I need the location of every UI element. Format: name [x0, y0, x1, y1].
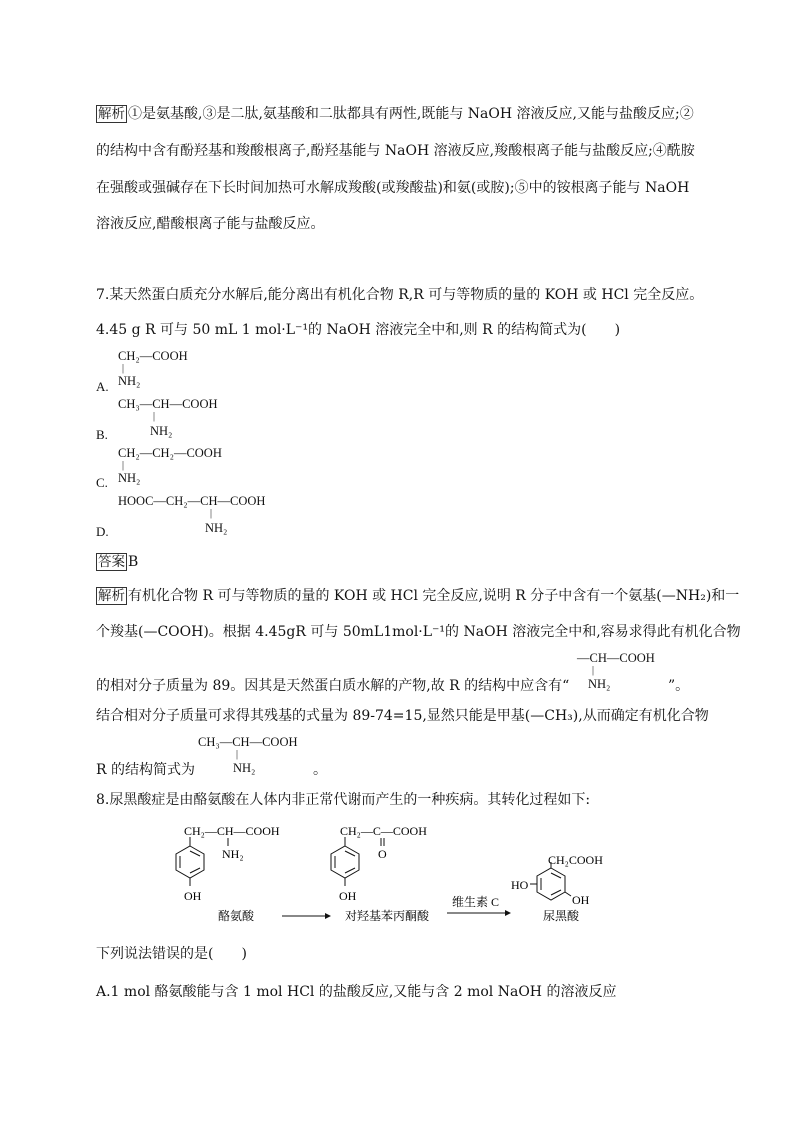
hga-chain: CH₂COOH — [548, 853, 603, 867]
analysis-2-line-1: 解析 有机化合物 R 可与等物质的量的 KOH 或 HCl 完全反应,说明 R 分子中含有一个氨基(—NH₂)和一 — [98, 588, 740, 604]
hppa-o: O — [378, 847, 387, 861]
analysis-1-line-4: 溶液反应,醋酸根离子能与盐酸反应。 — [96, 216, 325, 232]
tyrosine-chain: CH₂—CH—COOH — [184, 824, 280, 838]
analysis-1-line-2: 的结构中含有酚羟基和羧酸根离子,酚羟基能与 NaOH 溶液反应,羧酸根离子能与盐酸反应;④酰胺 — [96, 143, 695, 159]
analysis-2-line-3: 的相对分子质量为 89。因其是天然蛋白质水解的产物,故 R 的结构中应含有“ — [96, 678, 570, 694]
question-8-line-1: 8.尿黑酸症是由酪氨酸在人体内非正常代谢而产生的一种疾病。其转化过程如下: — [96, 792, 591, 808]
vitamin-c-label: 维生素 C — [452, 895, 500, 909]
hppa-oh: OH — [339, 889, 357, 903]
hppa-chain: CH₂—C—COOH — [340, 824, 427, 838]
question-8-option-a: A.1 mol 酪氨酸能与含 1 mol HCl 的盐酸反应,又能与含 2 mol NaOH 的溶液反应 — [96, 984, 617, 1000]
question-7-line-2: 4.45 g R 可与 50 mL 1 mol·L⁻¹的 NaOH 溶液完全中和,则 R 的结构简式为( ) — [96, 322, 621, 338]
tyrosine-oh: OH — [184, 889, 202, 903]
hga-label: 尿黑酸 — [543, 909, 580, 923]
reaction-scheme — [0, 822, 794, 932]
analysis-1-line-1: 解析 ①是氨基酸,③是二肽,氨基酸和二肽都具有两性,既能与 NaOH 溶液反应,又能与盐酸反应;② — [98, 106, 694, 122]
tyrosine-nh2: NH₂ — [222, 847, 244, 861]
analysis-2-line-4: 结合相对分子质量可求得其残基的式量为 89-74=15,显然只能是甲基(—CH₃),从而确定有机化合物 — [96, 708, 709, 724]
answer-tag: 答案 — [98, 554, 125, 570]
analysis-2-line-2: 个羧基(—COOH)。根据 4.45gR 可与 50mL1mol·L⁻¹的 NaOH 溶液完全中和,容易求得此有机化合物 — [96, 624, 741, 640]
hga-ho: HO — [511, 878, 529, 892]
analysis-2-line-5-end: 。 — [313, 762, 327, 778]
analysis-2-line-5: R 的结构简式为 — [96, 762, 195, 778]
answer-line — [96, 552, 138, 572]
question-8-line-2: 下列说法错误的是( ) — [96, 946, 247, 962]
hga-oh: OH — [572, 893, 590, 907]
answer-value: B — [128, 554, 139, 570]
analysis-2-line-3-end: ”。 — [668, 678, 690, 694]
analysis-tag: 解析 — [98, 588, 125, 604]
analysis-tag: 解析 — [98, 106, 125, 122]
hppa-label: 对羟基苯丙酮酸 — [345, 909, 430, 923]
analysis-1-line-3: 在强酸或强碱存在下长时间加热可水解成羧酸(或羧酸盐)和氨(或胺);⑤中的铵根离子能与 NaOH — [96, 180, 690, 196]
question-7-line-1: 7.某天然蛋白质充分水解后,能分离出有机化合物 R,R 可与等物质的量的 KOH 或 HCl 完全反应。 — [96, 287, 704, 303]
tyrosine-label: 酪氨酸 — [218, 909, 255, 923]
